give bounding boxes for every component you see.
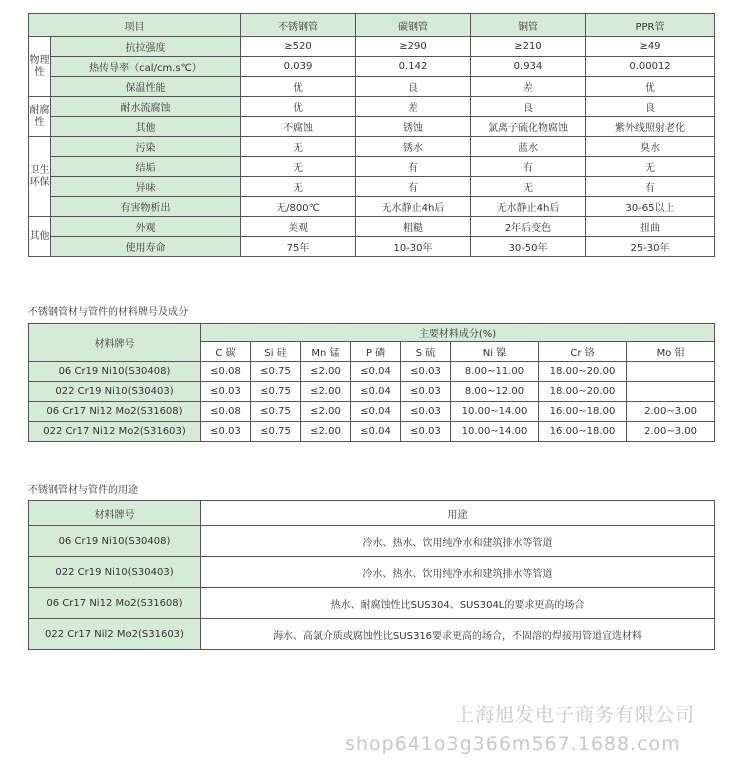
cell: 不腐蚀 xyxy=(241,117,356,137)
header-usage: 用途 xyxy=(201,501,715,526)
cell: ≤0.03 xyxy=(201,382,251,402)
row-item: 抗拉强度 xyxy=(51,37,241,57)
table-row xyxy=(29,619,715,650)
table-row xyxy=(29,362,715,382)
cell: ≤2.00 xyxy=(301,362,351,382)
cell: 有 xyxy=(586,177,715,197)
cell: 粗糙 xyxy=(356,217,471,237)
usage-cell: 热水、耐腐蚀性比SUS304、SUS304L的要求更高的场合 xyxy=(201,588,715,619)
cell: ≤0.08 xyxy=(201,402,251,422)
cell: ≤0.03 xyxy=(201,422,251,442)
cell: ≥520 xyxy=(241,37,356,57)
cell: 10.00~14.00 xyxy=(451,422,539,442)
table-row xyxy=(29,197,715,217)
header-carbon-steel: 碳钢管 xyxy=(356,14,471,37)
cell: 良 xyxy=(586,97,715,117)
cell: 0.039 xyxy=(241,57,356,77)
cell: 美观 xyxy=(241,217,356,237)
usage-cell: 冷水、热水、饮用纯净水和建筑排水等管道 xyxy=(201,557,715,588)
cell: ≤0.75 xyxy=(251,402,301,422)
table-row xyxy=(29,137,715,157)
cell: 有 xyxy=(471,157,586,177)
cell: 紫外线照射老化 xyxy=(586,117,715,137)
row-item: 热传导率（cal/cm.s℃） xyxy=(51,57,241,77)
cell: ≤0.75 xyxy=(251,422,301,442)
element-mn: Mn 锰 xyxy=(301,342,351,362)
cell: ≥49 xyxy=(586,37,715,57)
cell: 无 xyxy=(241,137,356,157)
grade-cell: 022 Cr19 Ni10(S30403) xyxy=(29,382,201,402)
cell: ≤0.75 xyxy=(251,382,301,402)
table-row xyxy=(29,237,715,257)
group-label: 耐腐性 xyxy=(29,97,51,137)
cell: 0.142 xyxy=(356,57,471,77)
cell: 差 xyxy=(356,97,471,117)
cell: 25-30年 xyxy=(586,237,715,257)
element-p: P 磷 xyxy=(351,342,401,362)
cell: 差 xyxy=(471,77,586,97)
cell: ≤0.04 xyxy=(351,362,401,382)
row-item: 耐水流腐蚀 xyxy=(51,97,241,117)
composition-header-row xyxy=(29,324,715,342)
cell: 无 xyxy=(471,177,586,197)
cell: 优 xyxy=(241,77,356,97)
grade-cell: 022 Cr17 Ni12 Mo2(S31603) xyxy=(29,422,201,442)
header-grade: 材料牌号 xyxy=(29,501,201,526)
row-item: 有害物析出 xyxy=(51,197,241,217)
element-s: S 硫 xyxy=(401,342,451,362)
table-row xyxy=(29,57,715,77)
cell: ≤0.04 xyxy=(351,382,401,402)
cell: 良 xyxy=(356,77,471,97)
table-row xyxy=(29,217,715,237)
cell: 锈蚀 xyxy=(356,117,471,137)
cell: 无水静止4h后 xyxy=(471,197,586,217)
table-row xyxy=(29,117,715,137)
cell: ≤0.03 xyxy=(401,382,451,402)
cell: 30-65以上 xyxy=(586,197,715,217)
cell: 16.00~18.00 xyxy=(539,402,627,422)
performance-comparison-table xyxy=(28,13,715,257)
cell: 10-30年 xyxy=(356,237,471,257)
header-copper: 铜管 xyxy=(471,14,586,37)
row-item: 结垢 xyxy=(51,157,241,177)
header-stainless: 不锈钢管 xyxy=(241,14,356,37)
group-label: 其他 xyxy=(29,217,51,257)
cell: 30-50年 xyxy=(471,237,586,257)
cell: 0.00012 xyxy=(586,57,715,77)
table-row xyxy=(29,37,715,57)
cell: 8.00~12.00 xyxy=(451,382,539,402)
usage-header-row xyxy=(29,501,715,526)
performance-header-row xyxy=(29,14,715,37)
grade-cell: 06 Cr19 Ni10(S30408) xyxy=(29,526,201,557)
table-row xyxy=(29,557,715,588)
cell: 锈水 xyxy=(356,137,471,157)
grade-cell: 06 Cr17 Ni12 Mo2(S31608) xyxy=(29,588,201,619)
cell: 0.934 xyxy=(471,57,586,77)
table-row xyxy=(29,382,715,402)
cell: ≤0.08 xyxy=(201,362,251,382)
row-item: 外观 xyxy=(51,217,241,237)
cell: 10.00~14.00 xyxy=(451,402,539,422)
group-label: 卫生环保 xyxy=(29,137,51,217)
cell: 无 xyxy=(241,157,356,177)
row-item: 其他 xyxy=(51,117,241,137)
grade-cell: 022 Cr17 Nil2 Mo2(S31603) xyxy=(29,619,201,650)
cell: 氯离子硫化物腐蚀 xyxy=(471,117,586,137)
cell: 臭水 xyxy=(586,137,715,157)
cell: 8.00~11.00 xyxy=(451,362,539,382)
header-grade: 材料牌号 xyxy=(29,324,201,362)
watermark-url: shop641o3g366m567.1688.com xyxy=(345,733,681,755)
group-label: 物理性 xyxy=(29,37,51,97)
cell: ≤0.04 xyxy=(351,422,401,442)
cell: ≤2.00 xyxy=(301,402,351,422)
grade-cell: 06 Cr17 Ni12 Mo2(S31608) xyxy=(29,402,201,422)
cell: 无/800℃ xyxy=(241,197,356,217)
cell: 2年后变色 xyxy=(471,217,586,237)
element-cr: Cr 铬 xyxy=(539,342,627,362)
composition-title: 不锈钢管材与管件的材料牌号及成分 xyxy=(28,307,188,318)
cell: ≤2.00 xyxy=(301,422,351,442)
table-row xyxy=(29,97,715,117)
header-main-composition: 主要材料成分(%) xyxy=(201,324,715,342)
cell: 16.00~18.00 xyxy=(539,422,627,442)
cell: ≤0.04 xyxy=(351,402,401,422)
header-item: 项目 xyxy=(29,14,241,37)
table-row xyxy=(29,157,715,177)
grade-cell: 06 Cr19 Ni10(S30408) xyxy=(29,362,201,382)
header-ppr: PPR管 xyxy=(586,14,715,37)
cell: ≤0.75 xyxy=(251,362,301,382)
cell: 优 xyxy=(586,77,715,97)
table-row xyxy=(29,588,715,619)
element-ni: Ni 镍 xyxy=(451,342,539,362)
element-si: Si 硅 xyxy=(251,342,301,362)
row-item: 使用寿命 xyxy=(51,237,241,257)
cell: ≤0.03 xyxy=(401,422,451,442)
cell: ≤0.03 xyxy=(401,362,451,382)
cell: 2.00~3.00 xyxy=(627,422,715,442)
composition-table xyxy=(28,323,715,442)
usage-cell: 冷水、热水、饮用纯净水和建筑排水等管道 xyxy=(201,526,715,557)
cell: 有 xyxy=(356,177,471,197)
cell: 18.00~20.00 xyxy=(539,382,627,402)
cell xyxy=(627,362,715,382)
usage-title: 不锈钢管材与管件的用途 xyxy=(28,485,138,496)
cell: 2.00~3.00 xyxy=(627,402,715,422)
table-row xyxy=(29,177,715,197)
cell: 无 xyxy=(586,157,715,177)
cell: ≤2.00 xyxy=(301,382,351,402)
cell: ≥210 xyxy=(471,37,586,57)
table-row xyxy=(29,402,715,422)
table-row xyxy=(29,77,715,97)
usage-cell: 海水、高氯介质或腐蚀性比SUS316要求更高的场合，不固溶的焊接用管道宜选材料 xyxy=(201,619,715,650)
cell xyxy=(627,382,715,402)
cell: 无水静止4h后 xyxy=(356,197,471,217)
grade-cell: 022 Cr19 Ni10(S30403) xyxy=(29,557,201,588)
cell: 18.00~20.00 xyxy=(539,362,627,382)
usage-table xyxy=(28,500,715,650)
element-c: C 碳 xyxy=(201,342,251,362)
watermark-company: 上海旭发电子商务有限公司 xyxy=(455,704,696,726)
table-row xyxy=(29,422,715,442)
row-item: 保温性能 xyxy=(51,77,241,97)
cell: 优 xyxy=(241,97,356,117)
row-item: 污染 xyxy=(51,137,241,157)
cell: 扭曲 xyxy=(586,217,715,237)
table-row xyxy=(29,526,715,557)
cell: 75年 xyxy=(241,237,356,257)
cell: ≤0.03 xyxy=(401,402,451,422)
cell: 有 xyxy=(356,157,471,177)
row-item: 异味 xyxy=(51,177,241,197)
cell: ≥290 xyxy=(356,37,471,57)
cell: 良 xyxy=(471,97,586,117)
cell: 蓝水 xyxy=(471,137,586,157)
cell: 无 xyxy=(241,177,356,197)
element-mo: Mo 钼 xyxy=(627,342,715,362)
